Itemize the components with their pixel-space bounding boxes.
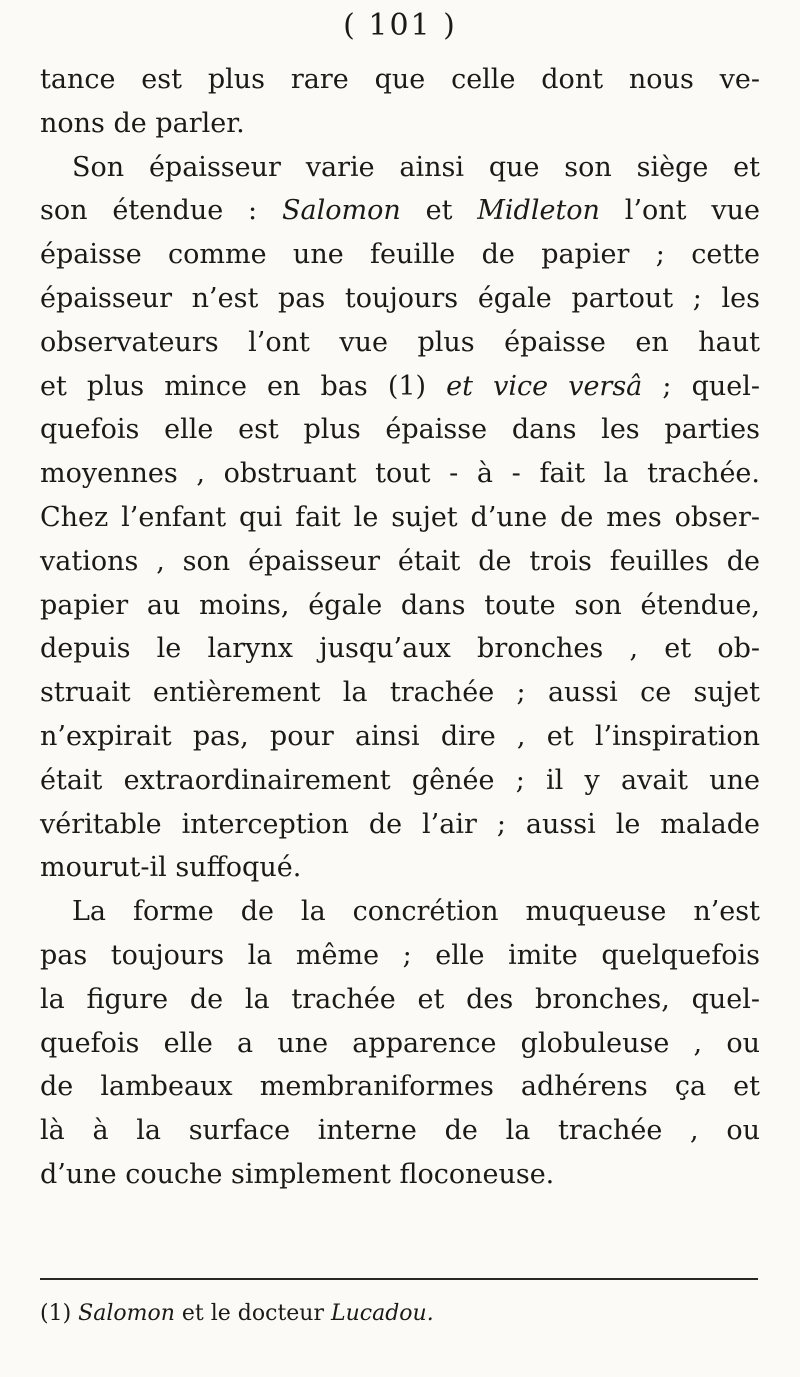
- text-run: et le docteur: [174, 1301, 331, 1326]
- footnote-rule: [40, 1278, 758, 1280]
- text-line: [40, 627, 760, 671]
- italic-text: Salomon: [78, 1301, 175, 1326]
- text-run: pas toujours la même ; elle imite quelquefois: [40, 939, 760, 971]
- text-run: épaisseur n’est pas toujours égale partout ; les: [40, 282, 760, 314]
- text-line: [40, 934, 760, 978]
- text-run: (1): [40, 1301, 79, 1326]
- italic-text: Salomon: [282, 195, 401, 227]
- text-run: véritable interception de l’air ; aussi le malade: [40, 808, 760, 840]
- text-line: [40, 146, 760, 190]
- text-line: [40, 846, 760, 890]
- footnote: [40, 1301, 434, 1326]
- text-line: [40, 452, 760, 496]
- text-run: observateurs l’ont vue plus épaisse en haut: [40, 326, 760, 358]
- text-run: moyennes , obstruant tout - à - fait la trachée.: [40, 458, 760, 490]
- text-run: vations , son épaisseur était de trois feuilles de: [40, 545, 760, 577]
- text-line: [40, 1065, 760, 1109]
- text-line: [40, 584, 760, 628]
- text-run: la figure de la trachée et des bronches, quel-: [40, 983, 760, 1015]
- text-run: quefois elle a une apparence globuleuse , ou: [40, 1027, 760, 1059]
- text-run: n’expirait pas, pour ainsi dire , et l’inspiration: [40, 720, 760, 752]
- text-line: [40, 365, 760, 409]
- italic-text: et vice versâ: [446, 370, 643, 402]
- text-run: mourut-il suffoqué.: [40, 852, 302, 884]
- text-run: d’une couche simplement floconeuse.: [40, 1158, 555, 1190]
- text-run: l’ont vue: [599, 195, 760, 227]
- text-run: Chez l’enfant qui fait le sujet d’une de mes obser-: [40, 501, 760, 533]
- text-line: [40, 102, 760, 146]
- text-run: papier au moins, égale dans toute son étendue,: [40, 589, 760, 621]
- italic-text: Lucadou.: [331, 1301, 434, 1326]
- text-line: [40, 233, 760, 277]
- text-run: épaisse comme une feuille de papier ; cette: [40, 239, 760, 271]
- text-run: ; quel-: [642, 370, 760, 402]
- text-line: [40, 58, 760, 102]
- text-run: était extraordinairement gênée ; il y avait une: [40, 764, 760, 796]
- text-run: quefois elle est plus épaisse dans les parties: [40, 414, 760, 446]
- text-run: et: [400, 195, 478, 227]
- text-line: [40, 1109, 760, 1153]
- text-line: [40, 277, 760, 321]
- text-line: [40, 189, 760, 233]
- text-line: [40, 1153, 760, 1197]
- text-line: [40, 321, 760, 365]
- text-run: struait entièrement la trachée ; aussi ce sujet: [40, 677, 760, 709]
- text-line: [40, 715, 760, 759]
- text-line: [40, 671, 760, 715]
- text-run: Son épaisseur varie ainsi que son siège et: [72, 151, 760, 183]
- text-run: et plus mince en bas (1): [40, 370, 447, 402]
- text-line: [40, 890, 760, 934]
- text-run: son étendue :: [40, 195, 282, 227]
- text-run: tance est plus rare que celle dont nous ve-: [40, 64, 760, 95]
- text-line: [40, 803, 760, 847]
- text-run: La forme de la concrétion muqueuse n’est: [72, 896, 760, 928]
- text-run: là à la surface interne de la trachée , ou: [40, 1115, 760, 1147]
- text-run: nons de parler.: [40, 107, 245, 139]
- page-number: ( 101 ): [343, 8, 457, 43]
- text-line: [40, 978, 760, 1022]
- text-run: de lambeaux membraniformes adhérens ça et: [40, 1071, 760, 1103]
- text-line: [40, 1022, 760, 1066]
- text-run: depuis le larynx jusqu’aux bronches , et ob-: [40, 633, 760, 665]
- text-line: [40, 408, 760, 452]
- text-line: [40, 759, 760, 803]
- body-text: [40, 58, 760, 1197]
- text-line: [40, 540, 760, 584]
- italic-text: Midleton: [477, 195, 600, 227]
- text-line: [40, 496, 760, 540]
